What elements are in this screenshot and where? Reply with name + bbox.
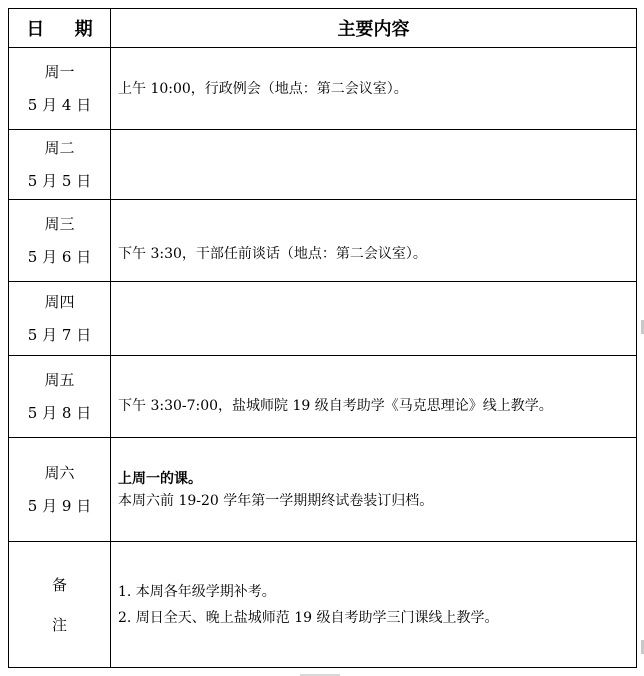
table-row [9,200,637,282]
date-label: 5 月 5 日 [27,171,92,190]
weekday-label: 周三 [44,214,75,233]
note-item: 2. 周日全天、晚上盐城师范 19 级自考助学三门课线上教学。 [118,609,499,626]
date-label: 5 月 4 日 [27,95,92,114]
notes-label-char: 注 [51,615,67,634]
date-label: 5 月 9 日 [27,496,92,515]
content-cell [111,438,637,542]
date-label: 5 月 6 日 [27,247,92,266]
content-cell [111,282,637,356]
weekday-label: 周六 [44,463,75,482]
weekday-label: 周二 [44,138,75,157]
table-row [9,438,637,542]
weekday-label: 周一 [44,62,75,81]
table-row [9,130,637,200]
date-column-header: 日 期 [9,9,111,48]
notes-row [9,542,637,668]
notes-label-cell [9,542,111,668]
weekday-label: 周五 [44,370,75,389]
date-cell [9,356,111,438]
header-row [9,9,637,48]
content-line: 上午 10:00，行政例会（地点：第二会议室）。 [118,80,408,97]
content-line: 下午 3:30，干部任前谈话（地点：第二会议室）。 [118,246,427,262]
note-item: 1. 本周各年级学期补考。 [118,583,276,600]
notes-content-cell [111,542,637,668]
table-row [9,282,637,356]
date-label: 5 月 7 日 [27,325,92,344]
date-cell [9,282,111,356]
content-cell [111,130,637,200]
date-cell [9,438,111,542]
weekly-schedule-table [8,8,637,668]
date-cell [9,130,111,200]
table-row [9,356,637,438]
notes-label-char: 备 [51,575,67,594]
content-line: 下午 3:30-7:00，盐城师院 19 级自考助学《马克思理论》线上教学。 [118,398,553,414]
date-label: 5 月 8 日 [27,403,92,422]
table-row [9,48,637,130]
content-cell [111,356,637,438]
content-cell [111,48,637,130]
date-cell [9,48,111,130]
date-cell [9,200,111,282]
weekday-label: 周四 [44,292,75,311]
content-line: 本周六前 19-20 学年第一学期期终试卷装订归档。 [118,492,434,509]
content-cell [111,200,637,282]
content-line-bold: 上周一的课。 [118,470,202,487]
content-column-header: 主要内容 [111,9,637,48]
